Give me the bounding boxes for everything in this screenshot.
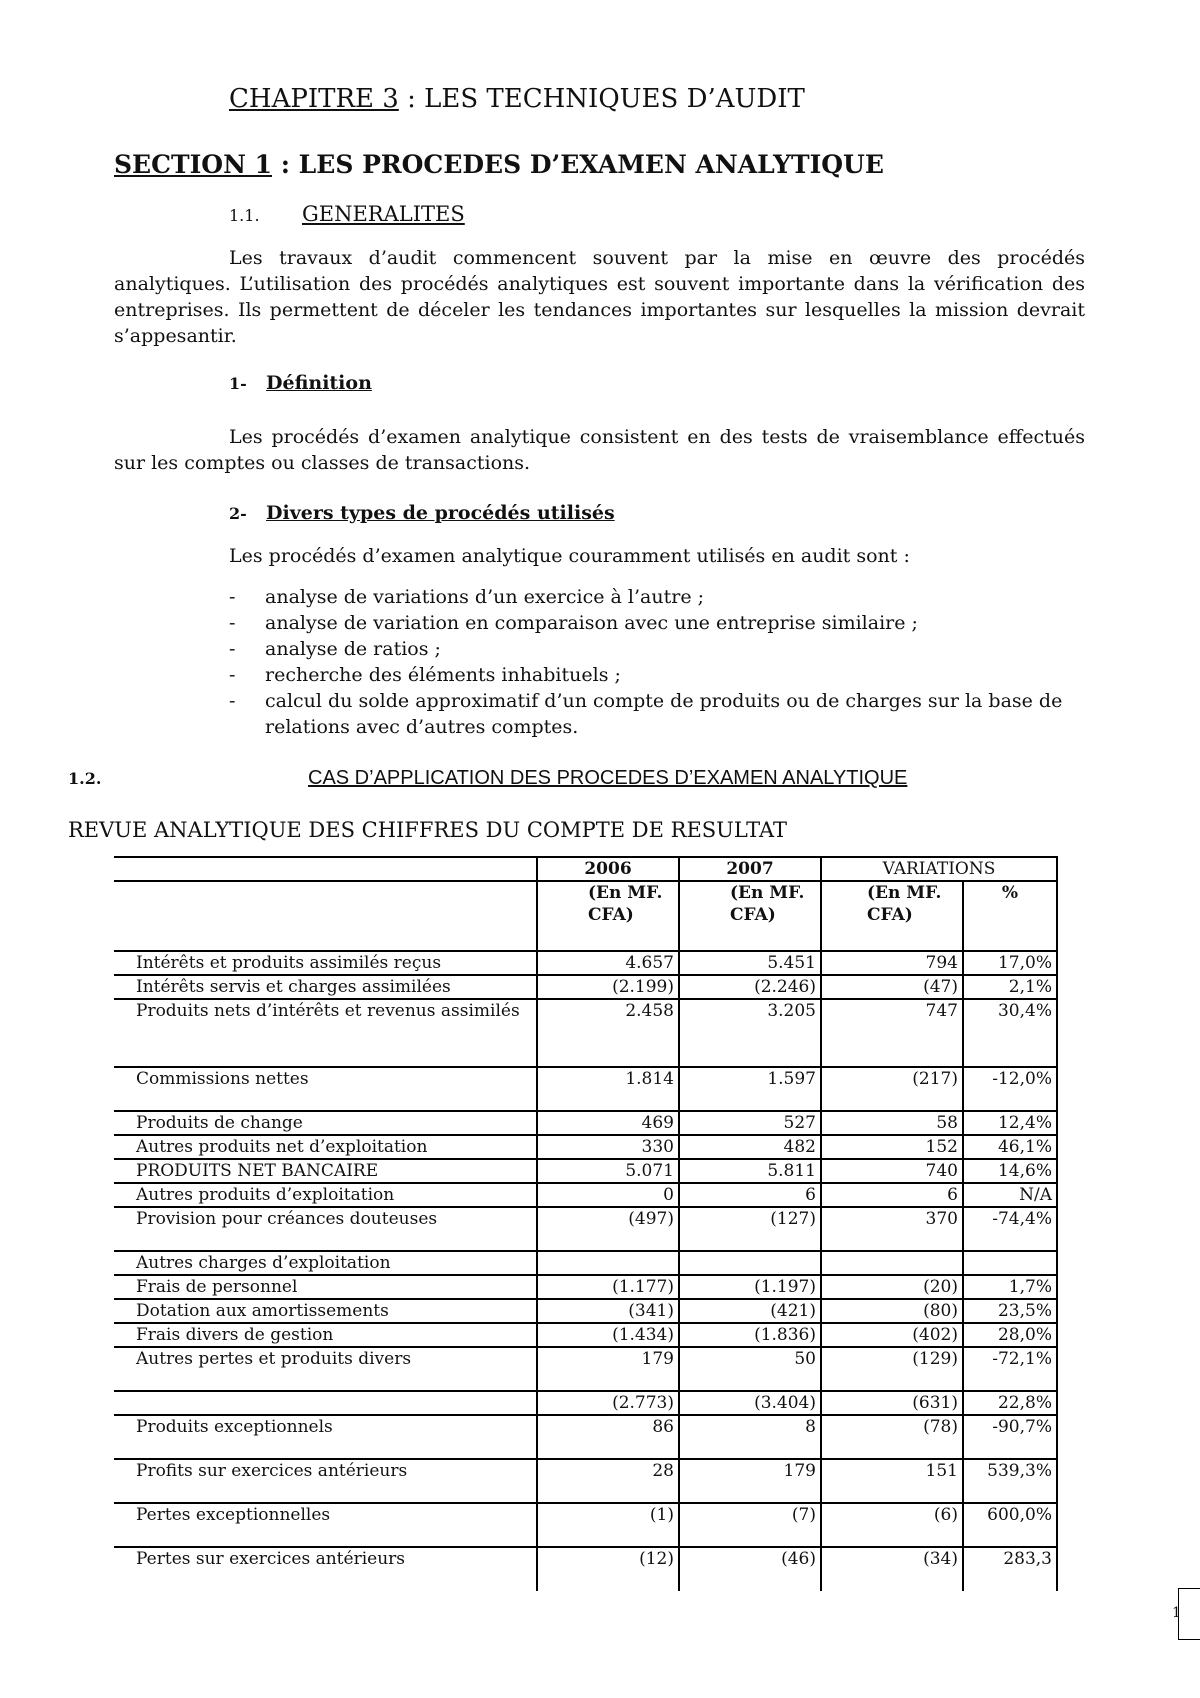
list-item-text: analyse de variations d’un exercice à l’autre ; bbox=[265, 586, 705, 608]
cell-2007: (2.246) bbox=[679, 975, 821, 999]
cell-percent: 600,0% bbox=[963, 1503, 1057, 1547]
cell-2006: 469 bbox=[537, 1111, 679, 1135]
row-label: Autres produits d’exploitation bbox=[114, 1183, 537, 1207]
cell-variation bbox=[821, 1251, 963, 1275]
list-item-text: calcul du solde approximatif d’un compte de produits ou de charges sur la base de relations avec d’autres comptes. bbox=[265, 690, 1063, 738]
cell-2006: (12) bbox=[537, 1547, 679, 1591]
cell-2006: 0 bbox=[537, 1183, 679, 1207]
cell-percent: -72,1% bbox=[963, 1347, 1057, 1391]
cell-percent: 22,8% bbox=[963, 1391, 1057, 1415]
cell-variation: (47) bbox=[821, 975, 963, 999]
cell-variation: (217) bbox=[821, 1067, 963, 1111]
cell-percent: 46,1% bbox=[963, 1135, 1057, 1159]
cell-variation: 740 bbox=[821, 1159, 963, 1183]
row-label: Produits exceptionnels bbox=[114, 1415, 537, 1459]
row-label: Produits nets d’intérêts et revenus assimilés bbox=[114, 999, 537, 1067]
table-row bbox=[114, 1459, 1057, 1503]
cell-variation: (80) bbox=[821, 1299, 963, 1323]
table-row bbox=[114, 1251, 1057, 1275]
procedures-list bbox=[229, 584, 1099, 740]
cell-2007: (7) bbox=[679, 1503, 821, 1547]
cell-variation: (6) bbox=[821, 1503, 963, 1547]
row-label: Autres produits net d’exploitation bbox=[114, 1135, 537, 1159]
row-label: Dotation aux amortissements bbox=[114, 1299, 537, 1323]
table-row bbox=[114, 1135, 1057, 1159]
cell-2007: 6 bbox=[679, 1183, 821, 1207]
definition-heading bbox=[229, 372, 372, 394]
cell-2007: 50 bbox=[679, 1347, 821, 1391]
table-row bbox=[114, 1207, 1057, 1251]
list-item bbox=[229, 662, 1099, 688]
cell-2006: (341) bbox=[537, 1299, 679, 1323]
cell-percent: -74,4% bbox=[963, 1207, 1057, 1251]
row-label: Autres pertes et produits divers bbox=[114, 1347, 537, 1391]
bullet-dash: - bbox=[229, 612, 236, 634]
cell-2006: (2.773) bbox=[537, 1391, 679, 1415]
row-label: Profits sur exercices antérieurs bbox=[114, 1459, 537, 1503]
generalites-title: GENERALITES bbox=[302, 202, 465, 226]
chapter-label: CHAPITRE 3 bbox=[229, 84, 399, 114]
row-label: Autres charges d’exploitation bbox=[114, 1251, 537, 1275]
table-header-row bbox=[114, 857, 1057, 881]
row-label: Commissions nettes bbox=[114, 1067, 537, 1111]
cell-percent: 12,4% bbox=[963, 1111, 1057, 1135]
cell-2007 bbox=[679, 1251, 821, 1275]
types-number: 2- bbox=[229, 504, 247, 523]
cell-2006 bbox=[537, 1251, 679, 1275]
cell-2007: (127) bbox=[679, 1207, 821, 1251]
table-row bbox=[114, 1547, 1057, 1591]
table-row bbox=[114, 1415, 1057, 1459]
cell-percent: N/A bbox=[963, 1183, 1057, 1207]
cell-variation: 151 bbox=[821, 1459, 963, 1503]
cell-percent: 17,0% bbox=[963, 951, 1057, 975]
cell-variation: (34) bbox=[821, 1547, 963, 1591]
header-2007: 2007 bbox=[679, 857, 821, 881]
cell-variation: (129) bbox=[821, 1347, 963, 1391]
list-item bbox=[229, 610, 1099, 636]
cell-percent: -12,0% bbox=[963, 1067, 1057, 1111]
cell-2007: 1.597 bbox=[679, 1067, 821, 1111]
cell-2006: 4.657 bbox=[537, 951, 679, 975]
cell-2007: 5.451 bbox=[679, 951, 821, 975]
table-row bbox=[114, 999, 1057, 1067]
cell-percent: 1,7% bbox=[963, 1275, 1057, 1299]
cell-variation: (402) bbox=[821, 1323, 963, 1347]
cell-variation: 152 bbox=[821, 1135, 963, 1159]
cell-percent: 2,1% bbox=[963, 975, 1057, 999]
row-label: PRODUITS NET BANCAIRE bbox=[114, 1159, 537, 1183]
cell-percent bbox=[963, 1251, 1057, 1275]
list-item-text: analyse de variation en comparaison avec une entreprise similaire ; bbox=[265, 612, 918, 634]
cell-variation: (20) bbox=[821, 1275, 963, 1299]
cell-2007: (3.404) bbox=[679, 1391, 821, 1415]
cell-2007: (46) bbox=[679, 1547, 821, 1591]
table-row bbox=[114, 1391, 1057, 1415]
row-label: Pertes sur exercices antérieurs bbox=[136, 1549, 405, 1569]
cell-variation: 6 bbox=[821, 1183, 963, 1207]
table-row bbox=[114, 951, 1057, 975]
cell-percent: -90,7% bbox=[963, 1415, 1057, 1459]
cell-percent: 30,4% bbox=[963, 999, 1057, 1067]
page-number: 1 bbox=[1172, 1605, 1181, 1621]
table-row bbox=[114, 1159, 1057, 1183]
header-blank bbox=[114, 857, 537, 881]
list-item bbox=[229, 636, 1099, 662]
pct-header: % bbox=[963, 881, 1057, 951]
row-label: Pertes exceptionnelles bbox=[114, 1503, 537, 1547]
bullet-dash: - bbox=[229, 638, 236, 660]
cell-2007: 5.811 bbox=[679, 1159, 821, 1183]
list-item-text: recherche des éléments inhabituels ; bbox=[265, 664, 621, 686]
cell-variation: (78) bbox=[821, 1415, 963, 1459]
chapter-title: : LES TECHNIQUES D’AUDIT bbox=[398, 84, 805, 114]
cell-variation: 747 bbox=[821, 999, 963, 1067]
list-item bbox=[229, 688, 1099, 740]
table-row bbox=[114, 1299, 1057, 1323]
cell-2007: (1.197) bbox=[679, 1275, 821, 1299]
cell-2006: 179 bbox=[537, 1347, 679, 1391]
cell-variation: 370 bbox=[821, 1207, 963, 1251]
types-intro: Les procédés d’examen analytique couramment utilisés en audit sont : bbox=[229, 545, 910, 567]
cell-percent: 539,3% bbox=[963, 1459, 1057, 1503]
table-row bbox=[114, 1111, 1057, 1135]
cell-2006: 1.814 bbox=[537, 1067, 679, 1111]
row-label: Intérêts et produits assimilés reçus bbox=[114, 951, 537, 975]
cell-2006: (1) bbox=[537, 1503, 679, 1547]
revue-title: REVUE ANALYTIQUE DES CHIFFRES DU COMPTE DE RESULTAT bbox=[68, 818, 787, 842]
cell-2007: 482 bbox=[679, 1135, 821, 1159]
row-label: Produits de change bbox=[114, 1111, 537, 1135]
cell-2006: (1.434) bbox=[537, 1323, 679, 1347]
bullet-dash: - bbox=[229, 690, 236, 712]
cell-2006: 330 bbox=[537, 1135, 679, 1159]
chapter-heading bbox=[229, 84, 805, 114]
cell-percent: 23,5% bbox=[963, 1299, 1057, 1323]
cas-title: CAS D’APPLICATION DES PROCEDES D’EXAMEN ANALYTIQUE bbox=[308, 767, 908, 789]
types-title: Divers types de procédés utilisés bbox=[266, 502, 615, 524]
list-item-text: analyse de ratios ; bbox=[265, 638, 441, 660]
section-title: : LES PROCEDES D’EXAMEN ANALYTIQUE bbox=[272, 150, 884, 179]
unit-2006: (En MF. CFA) bbox=[537, 881, 679, 951]
cell-2006: 86 bbox=[537, 1415, 679, 1459]
list-item bbox=[229, 584, 1099, 610]
bullet-dash: - bbox=[229, 586, 236, 608]
row-label: Intérêts servis et charges assimilées bbox=[114, 975, 537, 999]
cell-2006: 2.458 bbox=[537, 999, 679, 1067]
row-label bbox=[114, 1391, 537, 1415]
subheader-blank bbox=[114, 881, 537, 951]
generalites-heading bbox=[229, 202, 465, 226]
row-label: Frais de personnel bbox=[114, 1275, 537, 1299]
cell-variation: 794 bbox=[821, 951, 963, 975]
header-variations: VARIATIONS bbox=[821, 857, 1057, 881]
cell-percent: 14,6% bbox=[963, 1159, 1057, 1183]
unit-2007: (En MF. CFA) bbox=[679, 881, 821, 951]
types-heading bbox=[229, 502, 615, 524]
cell-percent: 283,3 bbox=[963, 1547, 1057, 1591]
definition-title: Définition bbox=[266, 372, 372, 394]
cell-2007: 179 bbox=[679, 1459, 821, 1503]
table-row bbox=[114, 1275, 1057, 1299]
cell-2006: 5.071 bbox=[537, 1159, 679, 1183]
table-subheader-row bbox=[114, 881, 1057, 951]
cell-2007: (421) bbox=[679, 1299, 821, 1323]
row-label: Provision pour créances douteuses bbox=[114, 1207, 537, 1251]
header-2006: 2006 bbox=[537, 857, 679, 881]
table-row bbox=[114, 1503, 1057, 1547]
cell-2006: (2.199) bbox=[537, 975, 679, 999]
table-row bbox=[114, 1067, 1057, 1111]
cell-variation: (631) bbox=[821, 1391, 963, 1415]
cell-2007: 527 bbox=[679, 1111, 821, 1135]
generalites-number: 1.1. bbox=[229, 206, 260, 225]
section-heading bbox=[114, 150, 884, 179]
table-row bbox=[114, 1323, 1057, 1347]
cell-variation: 58 bbox=[821, 1111, 963, 1135]
table-row bbox=[114, 1347, 1057, 1391]
table-row bbox=[114, 1183, 1057, 1207]
cas-number: 1.2. bbox=[68, 769, 102, 788]
cell-2007: (1.836) bbox=[679, 1323, 821, 1347]
cell-2007: 3.205 bbox=[679, 999, 821, 1067]
definition-number: 1- bbox=[229, 374, 247, 393]
cell-2006: (497) bbox=[537, 1207, 679, 1251]
cell-2006: 28 bbox=[537, 1459, 679, 1503]
row-label: Frais divers de gestion bbox=[114, 1323, 537, 1347]
cell-2007: 8 bbox=[679, 1415, 821, 1459]
unit-variations: (En MF. CFA) bbox=[821, 881, 963, 951]
page-number-box bbox=[1178, 1588, 1200, 1640]
cell-percent: 28,0% bbox=[963, 1323, 1057, 1347]
section-label: SECTION 1 bbox=[114, 150, 273, 179]
definition-paragraph: Les procédés d’examen analytique consistent en des tests de vraisemblance effectués sur les comptes ou classes de transactions. bbox=[114, 426, 1085, 474]
generalites-paragraph: Les travaux d’audit commencent souvent par la mise en œuvre des procédés analytiques. L’utilisation des procédés analytiques est souvent importante dans la vérification des entreprises. Ils permettent de déceler les tendances importantes sur lesquelles la mission devrait s’appesantir. bbox=[114, 247, 1085, 347]
income-statement-table bbox=[114, 856, 1058, 1591]
bullet-dash: - bbox=[229, 664, 236, 686]
cell-2006: (1.177) bbox=[537, 1275, 679, 1299]
table-row bbox=[114, 975, 1057, 999]
